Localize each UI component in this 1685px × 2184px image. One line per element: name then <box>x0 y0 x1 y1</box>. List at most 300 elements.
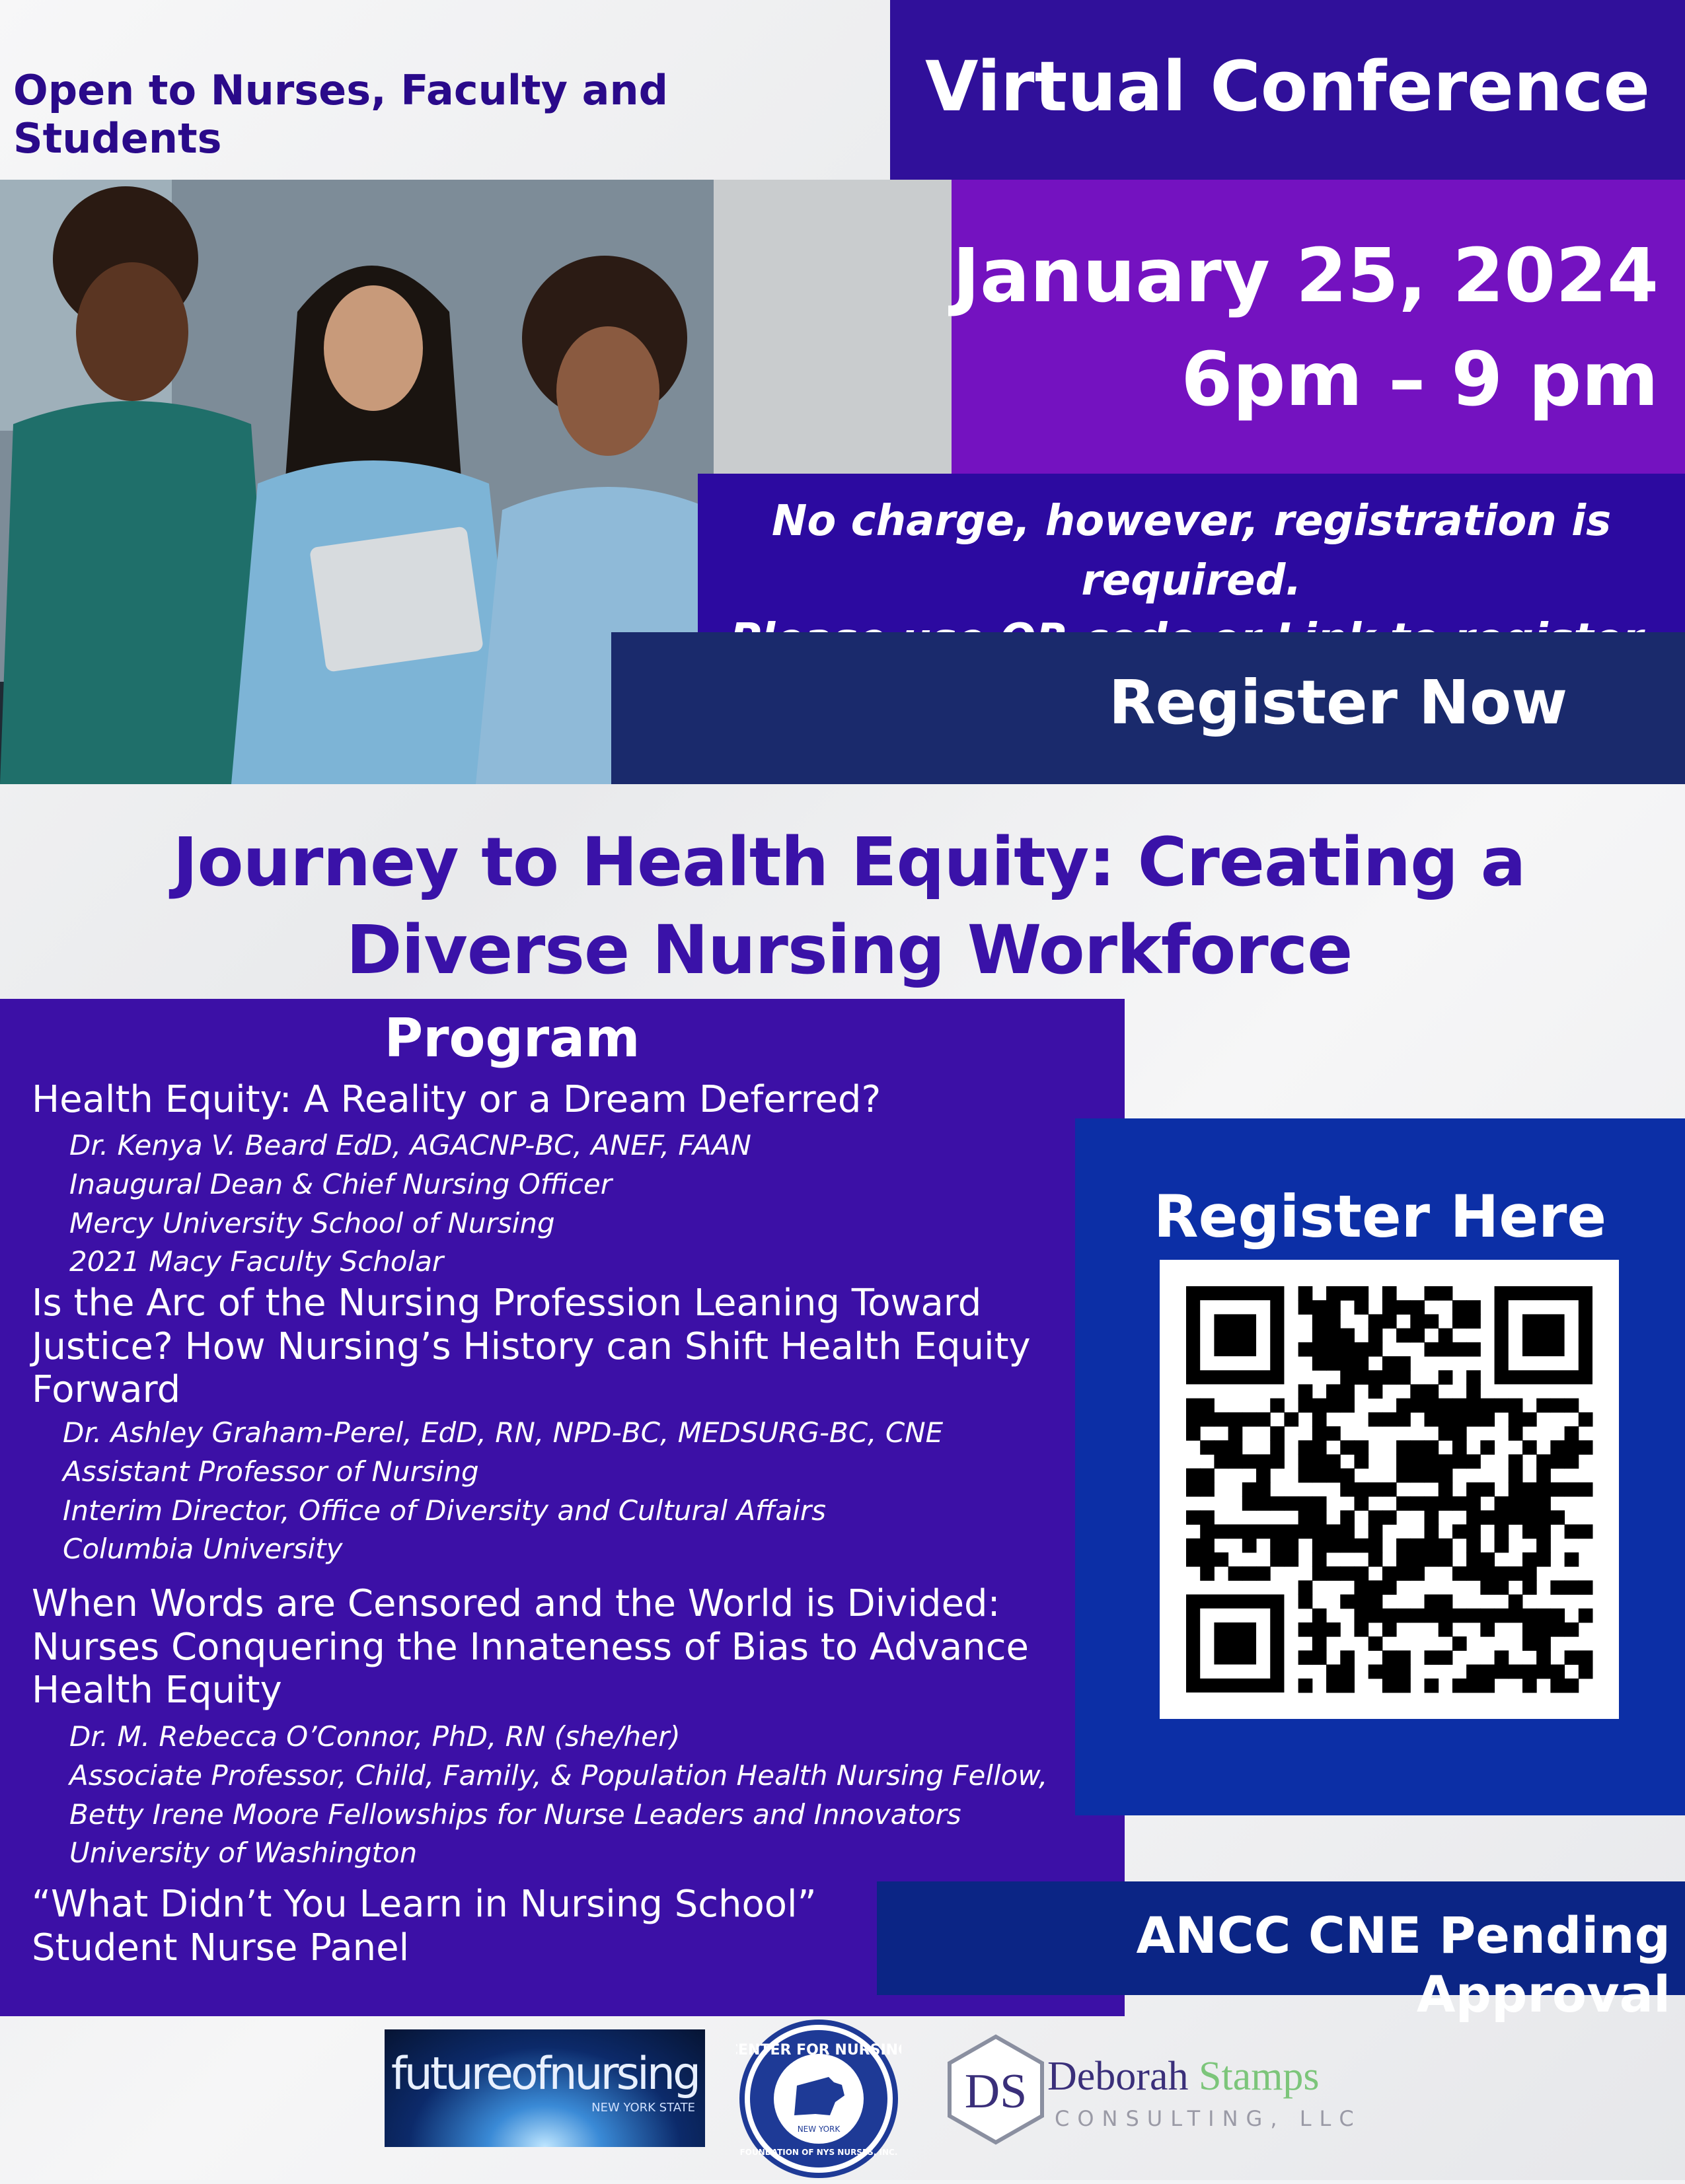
qr-module <box>1452 1636 1467 1651</box>
speaker-line: Betty Irene Moore Fellowships for Nurse Leaders and Innovators <box>69 1798 961 1831</box>
qr-module <box>1466 1510 1481 1525</box>
qr-module <box>1382 1370 1397 1385</box>
qr-module <box>1382 1510 1397 1525</box>
qr-module <box>1410 1329 1425 1343</box>
future-of-nursing-sub: NEW YORK STATE <box>591 2101 695 2115</box>
qr-module <box>1536 1399 1551 1413</box>
qr-module <box>1340 1384 1355 1399</box>
qr-module <box>1312 1356 1327 1371</box>
register-here-heading: Register Here <box>1153 1183 1607 1251</box>
speaker-line: 2021 Macy Faculty Scholar <box>69 1245 444 1278</box>
qr-module <box>1270 1399 1285 1413</box>
qr-module <box>1326 1622 1341 1637</box>
qr-module <box>1439 1539 1453 1553</box>
qr-module <box>1396 1329 1411 1343</box>
deborah-stamps-logo-mark <box>946 2033 1045 2146</box>
qr-module <box>1410 1300 1425 1315</box>
event-time: 6pm – 9 pm <box>1181 336 1659 423</box>
qr-module <box>1312 1510 1327 1525</box>
qr-module <box>1466 1342 1481 1357</box>
qr-module <box>1425 1525 1439 1539</box>
qr-module <box>1396 1552 1411 1567</box>
qr-module <box>1382 1566 1397 1581</box>
qr-module <box>1382 1580 1397 1595</box>
qr-module <box>1565 1525 1579 1539</box>
qr-module <box>1509 1665 1523 1679</box>
qr-module <box>1340 1566 1355 1581</box>
qr-module <box>1200 1510 1215 1525</box>
qr-module <box>1410 1552 1425 1567</box>
qr-module <box>1340 1329 1355 1343</box>
qr-module <box>1214 1454 1228 1469</box>
qr-module <box>1522 1580 1537 1595</box>
cfn-state-text: NEW YORK <box>797 2125 841 2134</box>
qr-module <box>1298 1440 1313 1455</box>
qr-module <box>1256 1482 1271 1497</box>
qr-module <box>1550 1679 1565 1693</box>
qr-module <box>1340 1399 1355 1413</box>
cfn-bottom-text: FOUNDATION OF NYS NURSES, INC. <box>739 2148 898 2157</box>
qr-module <box>1509 1399 1523 1413</box>
qr-module <box>1354 1622 1368 1637</box>
qr-module <box>1256 1525 1271 1539</box>
qr-module <box>1298 1580 1313 1595</box>
speaker-line: Associate Professor, Child, Family, & Population Health Nursing Fellow, <box>69 1759 1048 1792</box>
qr-module <box>1354 1370 1368 1385</box>
qr-module <box>1425 1609 1439 1623</box>
qr-module <box>1522 1496 1537 1511</box>
qr-module <box>1382 1482 1397 1497</box>
qr-module <box>1410 1609 1425 1623</box>
qr-module <box>1565 1454 1579 1469</box>
talk-title-line: Health Equity <box>32 1669 282 1712</box>
qr-code-image[interactable] <box>1160 1260 1619 1719</box>
qr-module <box>1396 1609 1411 1623</box>
qr-module <box>1480 1622 1495 1637</box>
qr-module <box>1326 1314 1341 1329</box>
qr-module <box>1509 1496 1523 1511</box>
qr-module <box>1565 1552 1579 1567</box>
qr-module <box>1550 1609 1565 1623</box>
qr-module <box>1284 1539 1298 1553</box>
qr-module <box>1439 1329 1453 1343</box>
qr-module <box>1425 1496 1439 1511</box>
event-datetime <box>952 225 1659 432</box>
talk-title-line: Health Equity: A Reality or a Dream Deferred? <box>32 1078 881 1121</box>
qr-module <box>1256 1469 1271 1483</box>
qr-module <box>1368 1595 1383 1609</box>
qr-module <box>1452 1399 1467 1413</box>
qr-module <box>1382 1286 1397 1301</box>
qr-module <box>1466 1399 1481 1413</box>
qr-module <box>1579 1650 1593 1665</box>
qr-module <box>1340 1539 1355 1553</box>
qr-module <box>1425 1469 1439 1483</box>
qr-module <box>1228 1412 1243 1427</box>
qr-module <box>1452 1525 1467 1539</box>
qr-module <box>1382 1622 1397 1637</box>
qr-module <box>1425 1399 1439 1413</box>
qr-module <box>1368 1370 1383 1385</box>
talk-title-line: Justice? How Nursing’s History can Shift Health Equity <box>32 1325 1031 1368</box>
qr-module <box>1452 1342 1467 1357</box>
qr-module <box>1382 1679 1397 1693</box>
qr-finder-pattern <box>1214 1314 1256 1356</box>
qr-module <box>1565 1580 1579 1595</box>
qr-module <box>1495 1580 1509 1595</box>
qr-module <box>1439 1412 1453 1427</box>
qr-module <box>1466 1454 1481 1469</box>
qr-module <box>1439 1595 1453 1609</box>
speaker-line: Interim Director, Office of Diversity and Cultural Affairs <box>63 1494 827 1527</box>
qr-module <box>1340 1482 1355 1497</box>
qr-module <box>1579 1440 1593 1455</box>
qr-module <box>1466 1552 1481 1567</box>
qr-module <box>1228 1566 1243 1581</box>
qr-module <box>1466 1300 1481 1315</box>
qr-module <box>1368 1314 1383 1329</box>
speaker-line: Inaugural Dean & Chief Nursing Officer <box>69 1167 612 1200</box>
qr-module <box>1495 1566 1509 1581</box>
qr-module <box>1495 1539 1509 1553</box>
qr-module <box>1396 1539 1411 1553</box>
qr-module <box>1439 1650 1453 1665</box>
qr-module <box>1340 1469 1355 1483</box>
qr-module <box>1228 1440 1243 1455</box>
qr-module <box>1439 1552 1453 1567</box>
qr-module <box>1466 1384 1481 1399</box>
qr-module <box>1550 1580 1565 1595</box>
qr-module <box>1200 1440 1215 1455</box>
qr-module <box>1550 1622 1565 1637</box>
qr-module <box>1480 1412 1495 1427</box>
qr-module <box>1480 1566 1495 1581</box>
qr-module <box>1425 1454 1439 1469</box>
qr-module <box>1340 1440 1355 1455</box>
talk-title-line: “What Didn’t You Learn in Nursing School” <box>32 1883 817 1926</box>
qr-module <box>1509 1454 1523 1469</box>
qr-module <box>1354 1539 1368 1553</box>
qr-module <box>1425 1650 1439 1665</box>
qr-module <box>1200 1525 1215 1539</box>
qr-module <box>1340 1665 1355 1679</box>
qr-module <box>1298 1384 1313 1399</box>
qr-module <box>1242 1566 1257 1581</box>
qr-module <box>1396 1399 1411 1413</box>
qr-module <box>1284 1552 1298 1567</box>
qr-module <box>1439 1399 1453 1413</box>
talk-title-line: When Words are Censored and the World is Divided: <box>32 1582 1000 1625</box>
qr-module <box>1368 1665 1383 1679</box>
center-for-nursing-seal <box>736 2016 901 2181</box>
qr-module <box>1495 1609 1509 1623</box>
qr-module <box>1270 1539 1285 1553</box>
qr-module <box>1312 1566 1327 1581</box>
talk-4-title <box>32 1883 844 1969</box>
qr-module <box>1425 1510 1439 1525</box>
qr-module <box>1354 1454 1368 1469</box>
qr-module <box>1326 1454 1341 1469</box>
qr-module <box>1312 1314 1327 1329</box>
qr-module <box>1228 1525 1243 1539</box>
qr-module <box>1509 1412 1523 1427</box>
talk-title-line: Is the Arc of the Nursing Profession Leaning Toward <box>32 1282 982 1325</box>
qr-module <box>1312 1454 1327 1469</box>
qr-module <box>1410 1399 1425 1413</box>
qr-module <box>1256 1496 1271 1511</box>
qr-module <box>1242 1454 1257 1469</box>
qr-finder-pattern <box>1214 1622 1256 1665</box>
qr-module <box>1536 1552 1551 1567</box>
qr-module <box>1270 1552 1285 1567</box>
qr-module <box>1396 1370 1411 1385</box>
qr-module <box>1565 1622 1579 1637</box>
qr-module <box>1466 1314 1481 1329</box>
qr-module <box>1340 1595 1355 1609</box>
qr-module <box>1565 1650 1579 1665</box>
ds-hexagon <box>946 2033 1045 2146</box>
qr-module <box>1242 1412 1257 1427</box>
qr-module <box>1536 1609 1551 1623</box>
qr-module <box>1298 1496 1313 1511</box>
qr-module <box>1466 1679 1481 1693</box>
qr-module <box>1579 1609 1593 1623</box>
event-date: January 25, 2024 <box>952 233 1659 319</box>
talk-2-title <box>32 1282 1089 1412</box>
qr-module <box>1340 1286 1355 1301</box>
qr-module <box>1522 1440 1537 1455</box>
qr-module <box>1382 1665 1397 1679</box>
qr-module <box>1410 1314 1425 1329</box>
speaker-line: Mercy University School of Nursing <box>69 1206 555 1239</box>
qr-module <box>1396 1440 1411 1455</box>
future-of-nursing-wordmark: futureofnursing <box>391 2048 699 2100</box>
qr-module <box>1340 1370 1355 1385</box>
qr-module <box>1565 1482 1579 1497</box>
qr-module <box>1298 1650 1313 1665</box>
program-heading: Program <box>384 1007 640 1069</box>
qr-module <box>1298 1399 1313 1413</box>
qr-module <box>1298 1595 1313 1609</box>
qr-module <box>1326 1665 1341 1679</box>
qr-module <box>1284 1525 1298 1539</box>
qr-module <box>1439 1454 1453 1469</box>
qr-module <box>1368 1525 1383 1539</box>
talk-title-line: Student Nurse Panel <box>32 1926 410 1969</box>
qr-module <box>1298 1286 1313 1301</box>
qr-module <box>1340 1342 1355 1357</box>
qr-module <box>1495 1496 1509 1511</box>
qr-module <box>1522 1510 1537 1525</box>
qr-module <box>1495 1665 1509 1679</box>
title-line1: Journey to Health Equity: Creating a <box>172 823 1526 902</box>
conference-title <box>99 819 1599 994</box>
qr-module <box>1340 1679 1355 1693</box>
qr-module <box>1368 1482 1383 1497</box>
qr-module <box>1298 1510 1313 1525</box>
qr-module <box>1452 1426 1467 1441</box>
qr-module <box>1326 1469 1341 1483</box>
qr-module <box>1439 1370 1453 1385</box>
qr-module <box>1536 1636 1551 1651</box>
qr-module <box>1550 1440 1565 1455</box>
qr-module <box>1396 1650 1411 1665</box>
qr-module <box>1425 1595 1439 1609</box>
qr-module <box>1256 1566 1271 1581</box>
qr-module <box>1509 1469 1523 1483</box>
qr-module <box>1368 1552 1383 1567</box>
qr-module <box>1326 1679 1341 1693</box>
qr-module <box>1186 1510 1201 1525</box>
qr-module <box>1425 1679 1439 1693</box>
qr-module <box>1522 1525 1537 1539</box>
qr-module <box>1509 1595 1523 1609</box>
qr-module <box>1396 1412 1411 1427</box>
qr-module <box>1340 1356 1355 1371</box>
qr-module <box>1522 1679 1537 1693</box>
title-line2: Diverse Nursing Workforce <box>346 910 1353 990</box>
qr-module <box>1425 1286 1439 1301</box>
qr-module <box>1228 1454 1243 1469</box>
qr-module <box>1340 1510 1355 1525</box>
qr-module <box>1368 1609 1383 1623</box>
qr-module <box>1326 1566 1341 1581</box>
qr-module <box>1466 1525 1481 1539</box>
speaker-line: Assistant Professor of Nursing <box>63 1455 479 1488</box>
qr-module <box>1439 1426 1453 1441</box>
qr-module <box>1536 1454 1551 1469</box>
qr-module <box>1425 1412 1439 1427</box>
qr-module <box>1326 1384 1341 1399</box>
qr-module <box>1536 1496 1551 1511</box>
qr-module <box>1522 1609 1537 1623</box>
qr-module <box>1579 1525 1593 1539</box>
qr-module <box>1452 1440 1467 1455</box>
qr-module <box>1495 1525 1509 1539</box>
qr-module <box>1579 1412 1593 1427</box>
qr-module <box>1495 1399 1509 1413</box>
talk-1-speaker <box>69 1126 1100 1282</box>
qr-module <box>1214 1552 1228 1567</box>
qr-module <box>1536 1510 1551 1525</box>
qr-module <box>1466 1566 1481 1581</box>
speaker-line: Dr. Kenya V. Beard EdD, AGACNP-BC, ANEF, FAAN <box>69 1129 751 1161</box>
qr-module <box>1466 1412 1481 1427</box>
qr-module <box>1368 1539 1383 1553</box>
qr-module <box>1186 1552 1201 1567</box>
qr-module <box>1354 1496 1368 1511</box>
qr-module <box>1200 1552 1215 1567</box>
qr-module <box>1396 1566 1411 1581</box>
qr-module <box>1354 1356 1368 1371</box>
qr-module <box>1326 1300 1341 1315</box>
qr-module <box>1382 1356 1397 1371</box>
deborah-stamps-sub: CONSULTING, LLC <box>1055 2106 1362 2131</box>
qr-module <box>1396 1496 1411 1511</box>
qr-module <box>1536 1482 1551 1497</box>
qr-module <box>1522 1482 1537 1497</box>
qr-module <box>1522 1552 1537 1567</box>
qr-module <box>1326 1426 1341 1441</box>
qr-module <box>1382 1412 1397 1427</box>
qr-module <box>1312 1426 1327 1441</box>
qr-module <box>1326 1525 1341 1539</box>
qr-module <box>1480 1580 1495 1595</box>
qr-module <box>1452 1609 1467 1623</box>
qr-module <box>1452 1454 1467 1469</box>
qr-module <box>1410 1469 1425 1483</box>
qr-module <box>1550 1399 1565 1413</box>
qr-module <box>1509 1510 1523 1525</box>
qr-module <box>1270 1426 1285 1441</box>
speaker-line: Dr. M. Rebecca O’Connor, PhD, RN (she/her) <box>69 1720 681 1753</box>
qr-module <box>1256 1412 1271 1427</box>
qr-module <box>1439 1609 1453 1623</box>
qr-module <box>1256 1454 1271 1469</box>
qr-module <box>1480 1482 1495 1497</box>
qr-module <box>1410 1496 1425 1511</box>
qr-module <box>1466 1609 1481 1623</box>
qr-module <box>1396 1454 1411 1469</box>
speaker-line: Columbia University <box>63 1533 343 1566</box>
qr-module <box>1579 1665 1593 1679</box>
qr-module <box>1368 1580 1383 1595</box>
ds-monogram: DS <box>964 2064 1028 2119</box>
qr-module <box>1312 1496 1327 1511</box>
qr-module <box>1186 1412 1201 1427</box>
qr-module <box>1439 1622 1453 1637</box>
qr-module <box>1382 1300 1397 1315</box>
qr-module <box>1509 1426 1523 1441</box>
qr-module <box>1312 1412 1327 1427</box>
qr-module <box>1200 1469 1215 1483</box>
qr-module <box>1298 1300 1313 1315</box>
qr-module <box>1242 1539 1257 1553</box>
speaker-line: University of Washington <box>69 1837 418 1870</box>
qr-module <box>1186 1539 1201 1553</box>
talk-title-line: Forward <box>32 1368 181 1412</box>
qr-module <box>1326 1342 1341 1357</box>
qr-code[interactable] <box>1160 1260 1619 1719</box>
event-type: Virtual Conference <box>924 46 1651 127</box>
qr-module <box>1452 1300 1467 1315</box>
qr-module <box>1425 1314 1439 1329</box>
qr-module <box>1298 1342 1313 1357</box>
qr-module <box>1522 1665 1537 1679</box>
qr-module <box>1509 1566 1523 1581</box>
qr-module <box>1340 1650 1355 1665</box>
qr-module <box>1522 1636 1537 1651</box>
qr-module <box>1480 1665 1495 1679</box>
qr-module <box>1410 1454 1425 1469</box>
qr-module <box>1466 1539 1481 1553</box>
register-now-button[interactable]: Register Now <box>1108 667 1568 738</box>
qr-module <box>1452 1679 1467 1693</box>
qr-module <box>1298 1679 1313 1693</box>
qr-module <box>1396 1356 1411 1371</box>
qr-module <box>1242 1525 1257 1539</box>
audience-text: Open to Nurses, Faculty and Students <box>13 66 668 163</box>
qr-module <box>1396 1300 1411 1315</box>
qr-module <box>1550 1665 1565 1679</box>
ds-name-part2: Stamps <box>1198 2054 1320 2099</box>
qr-module <box>1368 1384 1383 1399</box>
qr-module <box>1480 1679 1495 1693</box>
qr-module <box>1480 1510 1495 1525</box>
qr-module <box>1312 1469 1327 1483</box>
deborah-stamps-name <box>1047 2053 1320 2100</box>
qr-module <box>1480 1552 1495 1567</box>
